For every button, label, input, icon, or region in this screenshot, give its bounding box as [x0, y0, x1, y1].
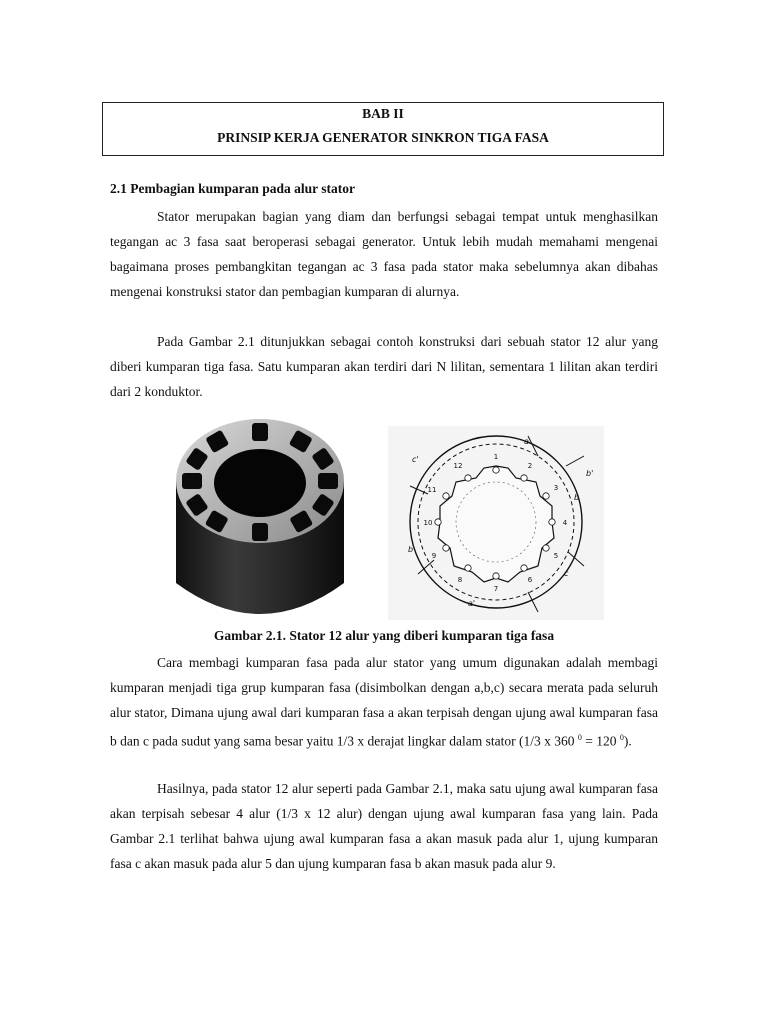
paragraph-text: Cara membagi kumparan fasa pada alur stator yang umum digunakan adalah membagi kumparan menjadi tiga grup kumparan fasa (disimbolkan dengan a,b,c) secara merata pada seluruh alur stator, Dimana ujung awal dari kumparan fasa a akan terpisah dengan ujung awal kumparan fasa b dan c pada sudut yang sama besar yaitu 1/3 x derajat lingkar dalam stator (1/3 x 360 — [110, 655, 658, 749]
paragraph-phase-division — [110, 650, 658, 754]
slot-number: 2 — [527, 462, 533, 470]
slot-number: 6 — [527, 576, 533, 584]
phase-label: b' — [586, 469, 594, 478]
slot-number: 8 — [457, 576, 463, 584]
phase-label: b — [574, 493, 580, 502]
figure-caption: Gambar 2.1. Stator 12 alur yang diberi kumparan tiga fasa — [213, 628, 555, 643]
slot-number: 12 — [453, 462, 463, 470]
slot-number: 4 — [562, 519, 568, 527]
chapter-title-box — [102, 102, 664, 156]
phase-label: c' — [412, 455, 419, 464]
slot-number: 5 — [553, 552, 559, 560]
paragraph-text: ). — [623, 733, 632, 749]
winding-diagram — [388, 426, 604, 620]
phase-label: a — [524, 437, 529, 446]
chapter-number: BAB II — [362, 106, 404, 121]
degree-superscript: 0 — [577, 733, 582, 742]
paragraph-text: = 120 — [581, 733, 620, 749]
phase-label: c — [564, 569, 569, 578]
slot-number: 10 — [423, 519, 433, 527]
degree-superscript: 0 — [619, 733, 624, 742]
slot-number: 7 — [493, 585, 499, 593]
phase-label: b — [408, 545, 414, 554]
slot-number: 1 — [493, 453, 499, 461]
paragraph-result: Hasilnya, pada stator 12 alur seperti pada Gambar 2.1, maka satu ujung awal kumparan fasa akan terpisah sebesar 4 alur (1/3 x 12 alur) dengan ujung awal kumparan fasa yang lain. Pada Gambar 2.1 terlihat bahwa ujung awal kumparan fasa a akan masuk pada alur 1, ujung kumparan fasa c akan masuk pada alur 5 dan ujung kumparan fasa b akan masuk pada alur 9. — [110, 781, 658, 871]
paragraph-figure-reference: Pada Gambar 2.1 ditunjukkan sebagai contoh konstruksi dari sebuah stator 12 alur yang diberi kumparan tiga fasa. Satu kumparan akan terdiri dari N lilitan, sementara 1 lilitan akan terdiri dari 2 konduktor. — [110, 334, 658, 399]
chapter-title: PRINSIP KERJA GENERATOR SINKRON TIGA FASA — [217, 130, 549, 145]
stator-core-image — [168, 413, 352, 623]
section-heading: 2.1 Pembagian kumparan pada alur stator — [110, 181, 356, 196]
slot-number: 9 — [431, 552, 437, 560]
slot-number: 3 — [553, 484, 559, 492]
paragraph-stator-intro: Stator merupakan bagian yang diam dan berfungsi sebagai tempat untuk menghasilkan tegangan ac 3 fasa saat beroperasi sebagai generator. Untuk lebih mudah memahami mengenai bagaimana proses pembangkitan tegangan ac 3 fasa pada stator maka sebelumnya akan dibahas mengenai konstruksi stator dan pembagian kumparan di alurnya. — [110, 209, 658, 299]
phase-label: a' — [468, 599, 476, 608]
slot-number: 11 — [427, 486, 437, 494]
